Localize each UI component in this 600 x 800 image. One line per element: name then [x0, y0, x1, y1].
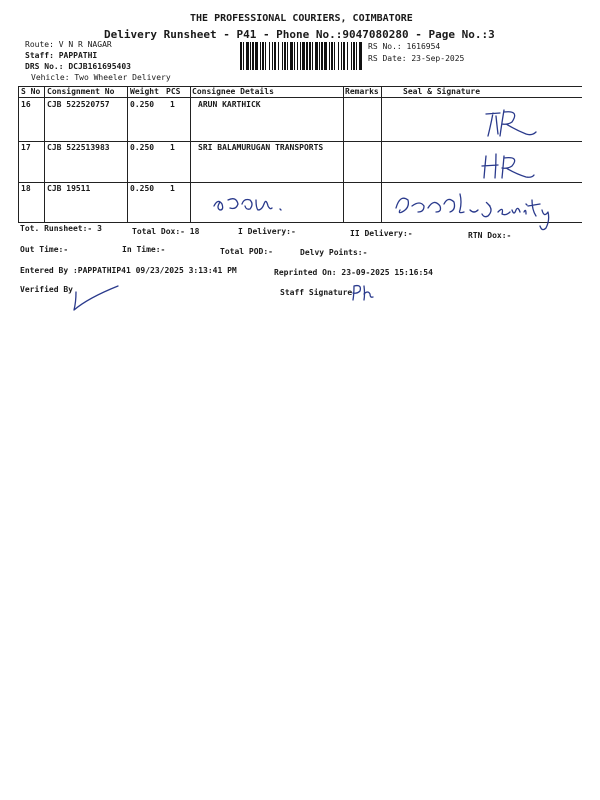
row-consignee: SRI BALAMURUGAN TRANSPORTS — [198, 143, 324, 152]
barcode-bar — [341, 42, 342, 70]
barcode-bar — [290, 42, 293, 70]
row-consignee: ARUN KARTHICK — [198, 100, 261, 109]
barcode-bar — [302, 42, 305, 70]
barcode-bar — [243, 42, 244, 70]
route-label: Route: V N R NAGAR — [25, 40, 112, 49]
vehicle-label: Vehicle: Two Wheeler Delivery — [31, 73, 171, 82]
col-header-consignment: Consignment No — [47, 87, 115, 96]
barcode-bar — [252, 42, 254, 70]
row-sno: 16 — [21, 100, 31, 109]
barcode-bar — [260, 42, 261, 70]
barcode-bar — [315, 42, 318, 70]
barcode-bar — [300, 42, 301, 70]
barcode-bar — [297, 42, 298, 70]
table-header-border — [18, 97, 582, 98]
barcode-bar — [272, 42, 273, 70]
barcode-bar — [282, 42, 283, 70]
company-name: THE PROFESSIONAL COURIERS, COIMBATORE — [190, 13, 413, 24]
handwritten-signature-security — [390, 186, 565, 232]
row-pcs: 1 — [170, 184, 175, 193]
handwritten-signature-hr — [478, 150, 538, 182]
staff-label: Staff: PAPPATHI — [25, 51, 98, 60]
barcode-bar — [356, 42, 357, 70]
second-delivery: II Delivery:- — [350, 229, 413, 238]
row-pcs: 1 — [170, 143, 175, 152]
barcode-bar — [246, 42, 249, 70]
staff-signature-mark — [350, 282, 376, 302]
col-header-consignee: Consignee Details — [192, 87, 274, 96]
verifier-signature — [68, 282, 124, 314]
column-divider — [44, 86, 45, 223]
barcode-bar — [287, 42, 288, 70]
barcode-bar — [255, 42, 258, 70]
col-header-remarks: Remarks — [345, 87, 379, 96]
handwritten-signature-hr — [480, 104, 540, 140]
entered-by: Entered By :PAPPATHIP41 09/23/2025 3:13:41 PM — [20, 266, 237, 275]
col-header-sno: S No — [21, 87, 41, 96]
barcode-bar — [353, 42, 355, 70]
barcode-bar — [309, 42, 311, 70]
barcode-bar — [269, 42, 270, 70]
row-consignment-no: CJB 19511 — [47, 184, 91, 193]
col-header-weight: Weight — [130, 87, 159, 96]
barcode-bar — [265, 42, 266, 70]
barcode-bar — [312, 42, 313, 70]
rs-date: RS Date: 23-Sep-2025 — [368, 54, 465, 63]
reprinted-on: Reprinted On: 23-09-2025 15:16:54 — [274, 268, 433, 277]
runsheet-title: Delivery Runsheet - P41 - Phone No.:9047080280 - Page No.:3 — [104, 28, 495, 41]
barcode-bar — [347, 42, 348, 70]
col-header-pcs: PCS — [166, 87, 181, 96]
column-divider — [190, 86, 191, 223]
col-header-seal-signature: Seal & Signature — [403, 87, 481, 96]
column-divider — [127, 86, 128, 223]
barcode-bar — [329, 42, 330, 70]
total-dox: Total Dox:- 18 — [132, 227, 200, 236]
barcode-bar — [262, 42, 264, 70]
barcode-bar — [359, 42, 362, 70]
barcode-bar — [343, 42, 345, 70]
in-time: In Time:- — [122, 245, 166, 254]
rs-number: RS No.: 1616954 — [368, 42, 441, 51]
row-weight: 0.250 — [130, 143, 155, 152]
handwritten-tamil-name — [210, 192, 294, 216]
barcode-bar — [321, 42, 323, 70]
row-pcs: 1 — [170, 100, 175, 109]
barcode-bar — [284, 42, 286, 70]
barcode — [239, 42, 364, 70]
barcode-bar — [331, 42, 333, 70]
barcode-bar — [338, 42, 339, 70]
total-runsheet: Tot. Runsheet:- 3 — [20, 224, 102, 233]
barcode-bar — [319, 42, 320, 70]
verified-by: Verified By — [20, 285, 73, 294]
drs-number: DRS No.: DCJB161695403 — [25, 62, 131, 71]
row-weight: 0.250 — [130, 184, 155, 193]
first-delivery: I Delivery:- — [238, 227, 296, 236]
table-left-border — [18, 86, 19, 223]
row-consignment-no: CJB 522520757 — [47, 100, 110, 109]
barcode-bar — [278, 42, 279, 70]
barcode-bar — [250, 42, 251, 70]
row-divider — [18, 141, 582, 142]
barcode-bar — [324, 42, 327, 70]
delivery-points: Delvy Points:- — [300, 248, 368, 257]
barcode-bar — [274, 42, 276, 70]
barcode-bar — [240, 42, 242, 70]
column-divider — [343, 86, 344, 223]
row-sno: 17 — [21, 143, 31, 152]
row-consignment-no: CJB 522513983 — [47, 143, 110, 152]
total-pod: Total POD:- — [220, 247, 273, 256]
return-dox: RTN Dox:- — [468, 231, 512, 240]
out-time: Out Time:- — [20, 245, 69, 254]
staff-signature: Staff Signature — [280, 288, 353, 297]
barcode-bar — [351, 42, 352, 70]
row-weight: 0.250 — [130, 100, 155, 109]
column-divider — [381, 86, 382, 223]
row-divider — [18, 182, 582, 183]
barcode-bar — [294, 42, 295, 70]
row-sno: 18 — [21, 184, 31, 193]
barcode-bar — [306, 42, 308, 70]
barcode-bar — [334, 42, 335, 70]
